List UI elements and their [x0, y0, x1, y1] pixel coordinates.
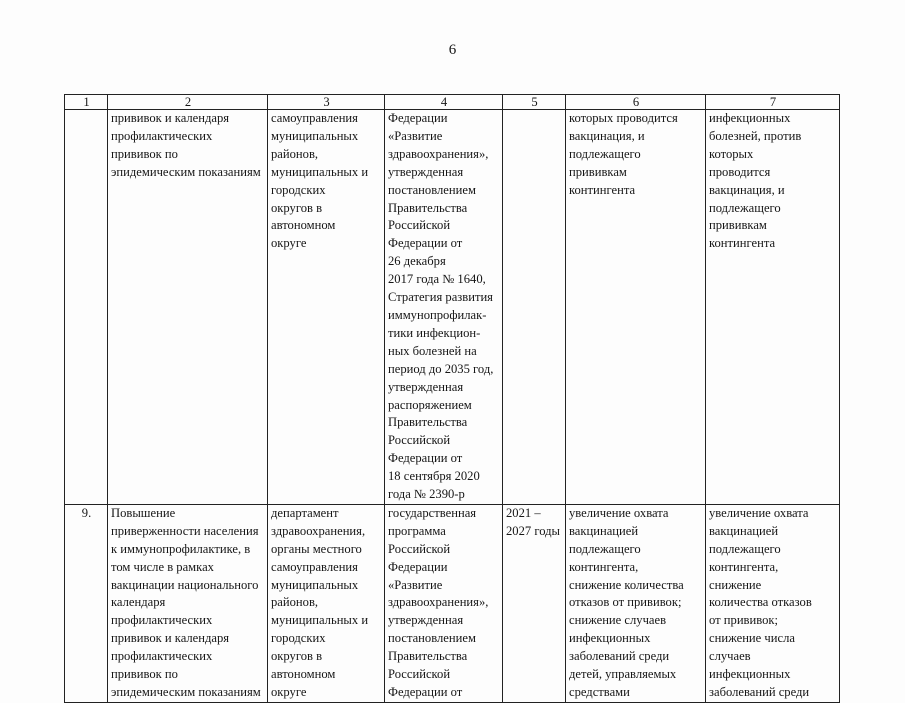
column-header-4: 4	[385, 95, 503, 110]
page-number: 6	[448, 42, 457, 58]
column-number-row	[65, 95, 840, 110]
responsible-cell: самоуправления муниципальных районов, муниципальных и городских округов в автономном округе	[268, 110, 385, 505]
result-cell: которых проводится вакцинация, и подлежащего прививкам контингента	[566, 110, 706, 505]
table-row	[65, 110, 840, 505]
column-header-6: 6	[566, 95, 706, 110]
column-header-2: 2	[108, 95, 268, 110]
measure-name-cell: прививок и календаря профилактических прививок по эпидемическим показаниям	[108, 110, 268, 505]
column-header-1: 1	[65, 95, 108, 110]
measure-name-cell: Повышение приверженности населения к иммунопрофилактике, в том числе в рамках вакцинации национального календаря профилактических прививок и календаря профилактических прививок по эпидемическим показаниям	[108, 504, 268, 702]
indicator-cell: инфекционных болезней, против которых проводится вакцинация, и подлежащего прививкам контингента	[706, 110, 840, 505]
period-cell	[503, 110, 566, 505]
row-number-cell: 9.	[65, 504, 108, 702]
period-cell: 2021 – 2027 годы	[503, 504, 566, 702]
column-header-3: 3	[268, 95, 385, 110]
table-row	[65, 504, 840, 702]
result-cell: увеличение охвата вакцинацией подлежащего контингента, снижение количества отказов от прививок; снижение случаев инфекционных заболеваний среди детей, управляемых средствами	[566, 504, 706, 702]
column-header-5: 5	[503, 95, 566, 110]
column-header-7: 7	[706, 95, 840, 110]
measures-table	[64, 94, 840, 703]
indicator-cell: увеличение охвата вакцинацией подлежащего контингента, снижение количества отказов от прививок; снижение числа случаев инфекционных заболеваний среди	[706, 504, 840, 702]
basis-document-cell: Федерации «Развитие здравоохранения», утвержденная постановлением Правительства Российской Федерации от 26 декабря 2017 года № 1640, Стратегия развития иммунопрофилак- тики инфекцион- ных болезней на период до 2035 год, утвержденная распоряжением Правительства Российской Федерации от 18 сентября 2020 года № 2390-р	[385, 110, 503, 505]
row-number-cell	[65, 110, 108, 505]
responsible-cell: департамент здравоохранения, органы местного самоуправления муниципальных районов, муниципальных и городских округов в автономном округе	[268, 504, 385, 702]
basis-document-cell: государственная программа Российской Федерации «Развитие здравоохранения», утвержденная постановлением Правительства Российской Федерации от	[385, 504, 503, 702]
